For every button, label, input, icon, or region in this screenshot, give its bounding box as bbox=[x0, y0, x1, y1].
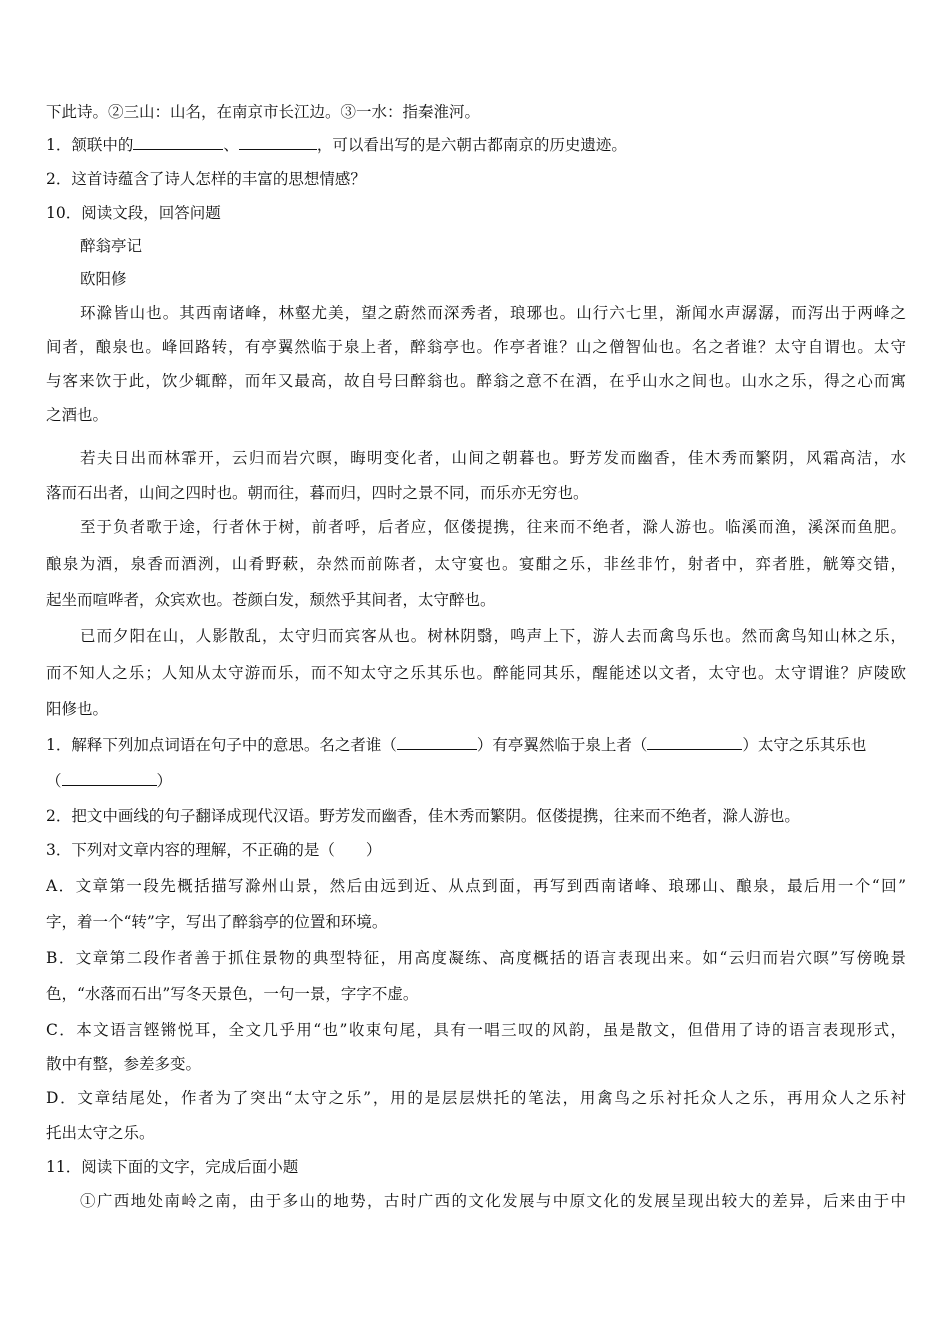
question-10-1 bbox=[46, 735, 906, 755]
question-9-1 bbox=[46, 135, 906, 155]
option-c: C．本文语言铿锵悦耳，全文几乎用“也”收束句尾，具有一唱三叹的风韵，虽是散文，但借用了诗的语言表现形式， bbox=[46, 1021, 906, 1039]
answer-blank[interactable] bbox=[62, 771, 157, 786]
question-10-3: 3．下列对文章内容的理解，不正确的是（ ） bbox=[46, 841, 382, 859]
answer-blank[interactable] bbox=[133, 135, 223, 150]
question-text: 1．解释下列加点词语在句子中的意思。名之者谁（ bbox=[46, 736, 397, 754]
option-c-cont: 散中有整，参差多变。 bbox=[46, 1055, 202, 1073]
passage-line: 至于负者歌于途，行者休于树，前者呼，后者应，伛偻提携，往来而不绝者，滁人游也。临溪而渔，溪深而鱼肥。 bbox=[80, 518, 906, 536]
passage-line: 已而夕阳在山，人影散乱，太守归而宾客从也。树林阴翳，鸣声上下，游人去而禽鸟乐也。然而禽鸟知山林之乐， bbox=[80, 627, 906, 645]
passage-line: 环滁皆山也。其西南诸峰，林壑尤美，望之蔚然而深秀者，琅琊也。山行六七里，渐闻水声潺潺，而泻出于两峰之 bbox=[80, 304, 906, 322]
answer-blank[interactable] bbox=[239, 135, 317, 150]
option-a: A．文章第一段先概括描写滁州山景，然后由远到近、从点到面，再写到西南诸峰、琅琊山、酿泉，最后用一个“回” bbox=[46, 877, 906, 895]
option-d: D．文章结尾处，作者为了突出“太守之乐”，用的是层层烘托的笔法，用禽鸟之乐衬托众人之乐，再用众人之乐衬 bbox=[46, 1089, 906, 1107]
question-text: （ bbox=[46, 772, 62, 790]
passage-line: ①广西地处南岭之南，由于多山的地势，古时广西的文化发展与中原文化的发展呈现出较大的差异，后来由于中 bbox=[80, 1192, 906, 1210]
question-text: ）太守之乐其乐也 bbox=[742, 736, 867, 754]
passage-line: 间者，酿泉也。峰回路转，有亭翼然临于泉上者，醉翁亭也。作亭者谁？山之僧智仙也。名之者谁？太守自谓也。太守 bbox=[46, 338, 906, 356]
answer-blank[interactable] bbox=[647, 735, 742, 750]
question-10-2: 2．把文中画线的句子翻译成现代汉语。野芳发而幽香，佳木秀而繁阴。伛偻提携，往来而不绝者，滁人游也。 bbox=[46, 807, 800, 825]
passage-line: 若夫日出而林霏开，云归而岩穴暝，晦明变化者，山间之朝暮也。野芳发而幽香，佳木秀而繁阴，风霜高洁，水 bbox=[80, 449, 906, 467]
question-9-2: 2．这首诗蕴含了诗人怎样的丰富的思想情感？ bbox=[46, 170, 366, 188]
question-text: 1．颔联中的 bbox=[46, 136, 134, 154]
passage-line: 落而石出者，山间之四时也。朝而往，暮而归，四时之景不同，而乐亦无穷也。 bbox=[46, 484, 589, 502]
question-text: ，可以看出写的是六朝古都南京的历史遗迹。 bbox=[316, 136, 627, 154]
answer-blank[interactable] bbox=[397, 735, 477, 750]
option-b: B．文章第二段作者善于抓住景物的典型特征，用高度凝练、高度概括的语言表现出来。如“云归而岩穴暝”写傍晚景 bbox=[46, 949, 906, 967]
passage-line: 起坐而喧哗者，众宾欢也。苍颜白发，颓然乎其间者，太守醉也。 bbox=[46, 591, 496, 609]
question-text: ）有亭翼然临于泉上者（ bbox=[476, 736, 648, 754]
option-b-cont: 色，“水落而石出”写冬天景色，一句一景，字字不虚。 bbox=[46, 985, 419, 1003]
passage-line: 阳修也。 bbox=[46, 700, 109, 718]
question-text: 、 bbox=[223, 136, 239, 154]
passage-author: 欧阳修 bbox=[80, 270, 127, 288]
passage-line: 酿泉为酒，泉香而酒洌，山肴野蔌，杂然而前陈者，太守宴也。宴酣之乐，非丝非竹，射者中，弈者胜，觥筹交错， bbox=[46, 555, 906, 573]
question-11-heading: 11．阅读下面的文字，完成后面小题 bbox=[46, 1158, 299, 1176]
question-10-heading: 10．阅读文段，回答问题 bbox=[46, 204, 221, 222]
note-line: 下此诗。②三山：山名，在南京市长江边。③一水：指秦淮河。 bbox=[46, 103, 481, 121]
passage-line: 与客来饮于此，饮少辄醉，而年又最高，故自号曰醉翁也。醉翁之意不在酒，在乎山水之间也。山水之乐，得之心而寓 bbox=[46, 372, 906, 390]
option-d-cont: 托出太守之乐。 bbox=[46, 1124, 155, 1142]
passage-line: 而不知人之乐；人知从太守游而乐，而不知太守之乐其乐也。醉能同其乐，醒能述以文者，太守也。太守谓谁？庐陵欧 bbox=[46, 664, 906, 682]
passage-line: 之酒也。 bbox=[46, 406, 109, 424]
option-a-cont: 字，着一个“转”字，写出了醉翁亭的位置和环境。 bbox=[46, 913, 388, 931]
passage-title: 醉翁亭记 bbox=[80, 237, 143, 255]
question-text: ） bbox=[156, 772, 173, 790]
question-10-1-cont bbox=[46, 771, 906, 791]
